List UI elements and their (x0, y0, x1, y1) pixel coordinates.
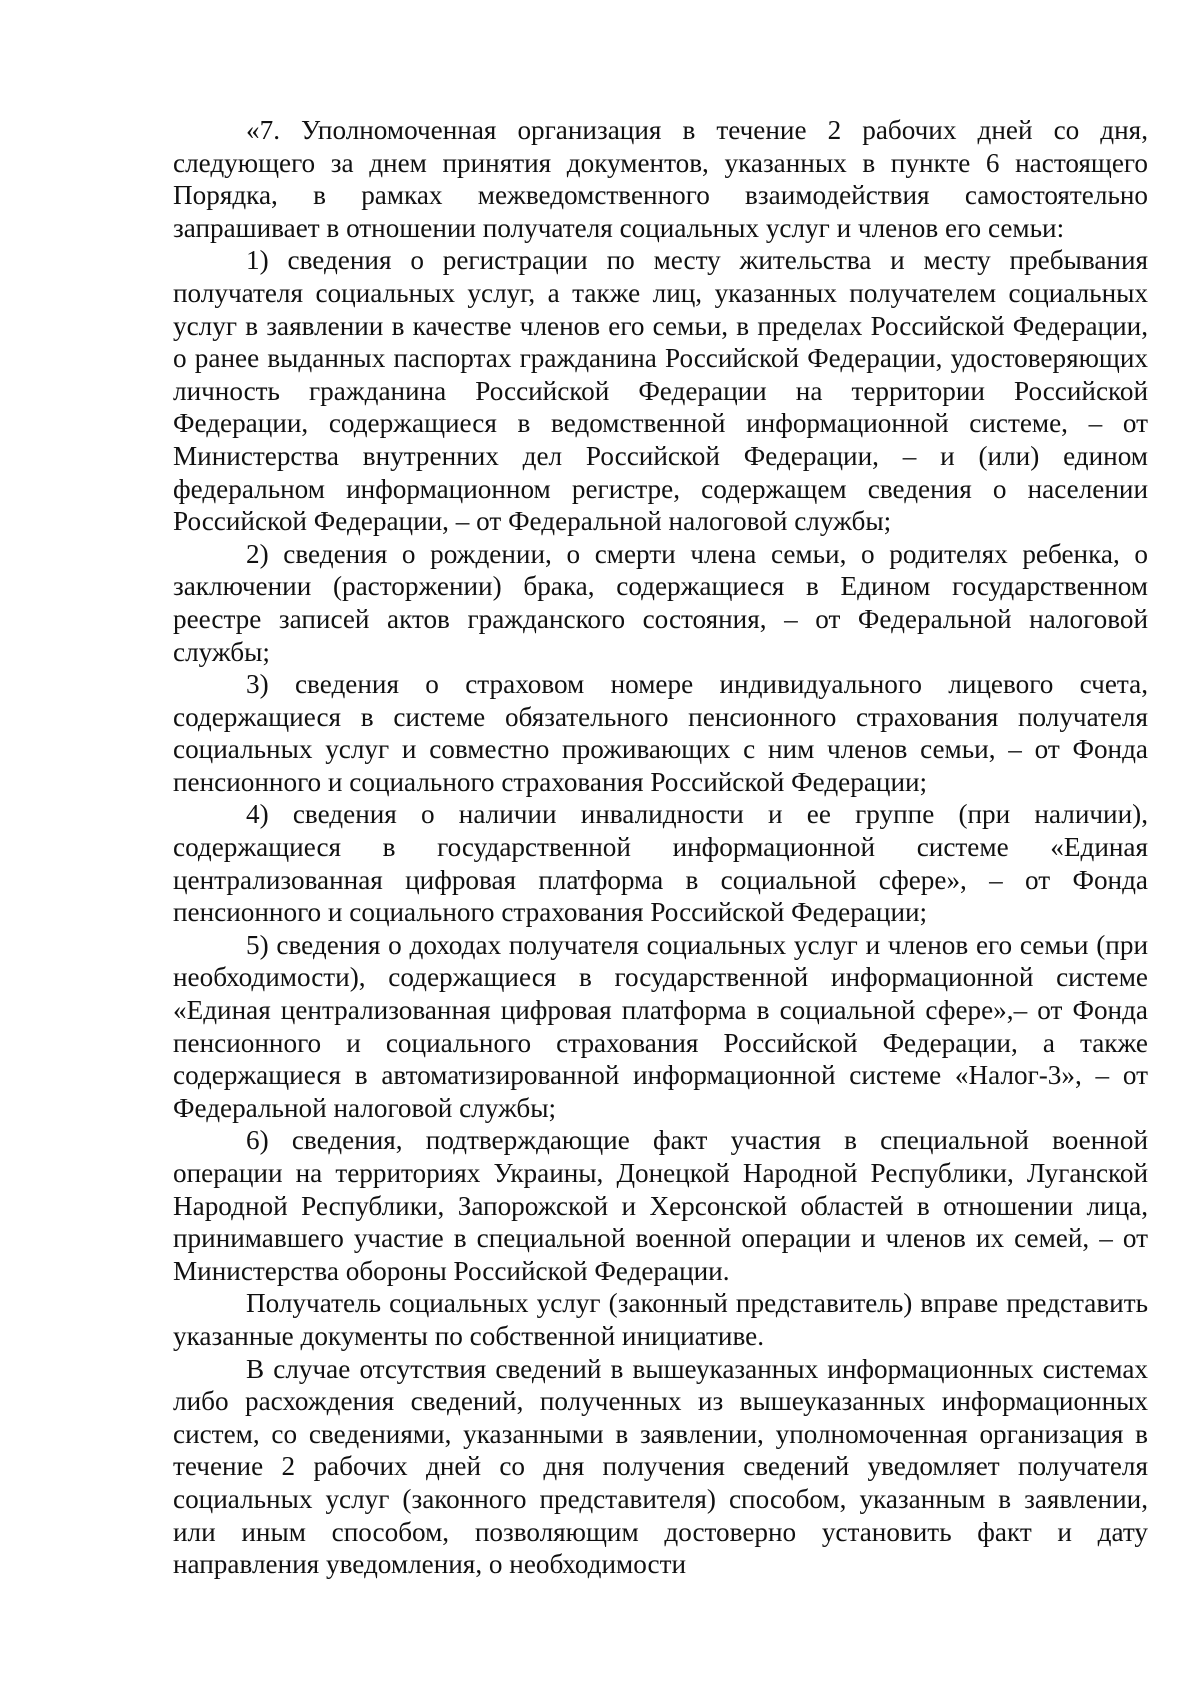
paragraph-discrepancy-notice: В случае отсутствия сведений в вышеуказанных информационных системах либо расхождения сведений, полученных из вышеуказанных информационных систем, со сведениями, указанными в заявлении, уполномоченная организация в течение 2 рабочих дней со дня получения сведений уведомляет получателя социальных услуг (законного представителя) способом, указанным в заявлении, или иным способом, позволяющим достоверно установить факт и дату направления уведомления, о необходимости (173, 1353, 1148, 1580)
paragraph-subitem-4: 4) сведения о наличии инвалидности и ее группе (при наличии), содержащиеся в государственной информационной системе «Единая централизованная цифровая платформа в социальной сфере», – от Фонда пенсионного и социального страхования Российской Федерации; (173, 799, 1148, 928)
paragraph-subitem-3: 3) сведения о страховом номере индивидуального лицевого счета, содержащиеся в системе обязательного пенсионного страхования получателя социальных услуг и совместно проживающих с ним членов семьи, – от Фонда пенсионного и социального страхования Российской Федерации; (173, 669, 1148, 797)
paragraph-subitem-6: 6) сведения, подтверждающие факт участия в специальной военной операции на территориях Украины, Донецкой Народной Республики, Луганской Народной Республики, Запорожской и Херсонской областей в отношении лица, принимавшего участие в специальной военной операции и членов их семей, – от Министерства обороны Российской Федерации. (173, 1125, 1148, 1286)
paragraph-own-initiative: Получатель социальных услуг (законный представитель) вправе представить указанные документы по собственной инициативе. (173, 1288, 1148, 1351)
paragraph-item-7: «7. Уполномоченная организация в течение 2 рабочих дней со дня, следующего за днем принятия документов, указанных в пункте 6 настоящего Порядка, в рамках межведомственного взаимодействия самостоятельно запрашивает в отношении получателя социальных услуг и членов его семьи: (173, 115, 1148, 243)
paragraph-subitem-5: 5) сведения о доходах получателя социальных услуг и членов его семьи (при необходимости), содержащиеся в государственной информационной системе «Единая централизованная цифровая платформа в социальной сфере»,– от Фонда пенсионного и социального страхования Российской Федерации, а также содержащиеся в автоматизированной информационной системе «Налог-3», – от Федеральной налоговой службы; (173, 929, 1148, 1123)
document-body (173, 114, 1148, 1581)
paragraph-subitem-1: 1) сведения о регистрации по месту жительства и месту пребывания получателя социальных услуг, а также лиц, указанных получателем социальных услуг в заявлении в качестве членов его семьи, в пределах Российской Федерации, о ранее выданных паспортах гражданина Российской Федерации, удостоверяющих личность гражданина Российской Федерации на территории Российской Федерации, содержащиеся в ведомственной информационной системе, – от Министерства внутренних дел Российской Федерации, – и (или) едином федеральном информационном регистре, содержащем сведения о населении Российской Федерации, – от Федеральной налоговой службы; (173, 245, 1148, 537)
paragraph-subitem-2: 2) сведения о рождении, о смерти члена семьи, о родителях ребенка, о заключении (расторжении) брака, содержащиеся в Едином государственном реестре записей актов гражданского состояния, – от Федеральной налоговой службы; (173, 538, 1148, 667)
